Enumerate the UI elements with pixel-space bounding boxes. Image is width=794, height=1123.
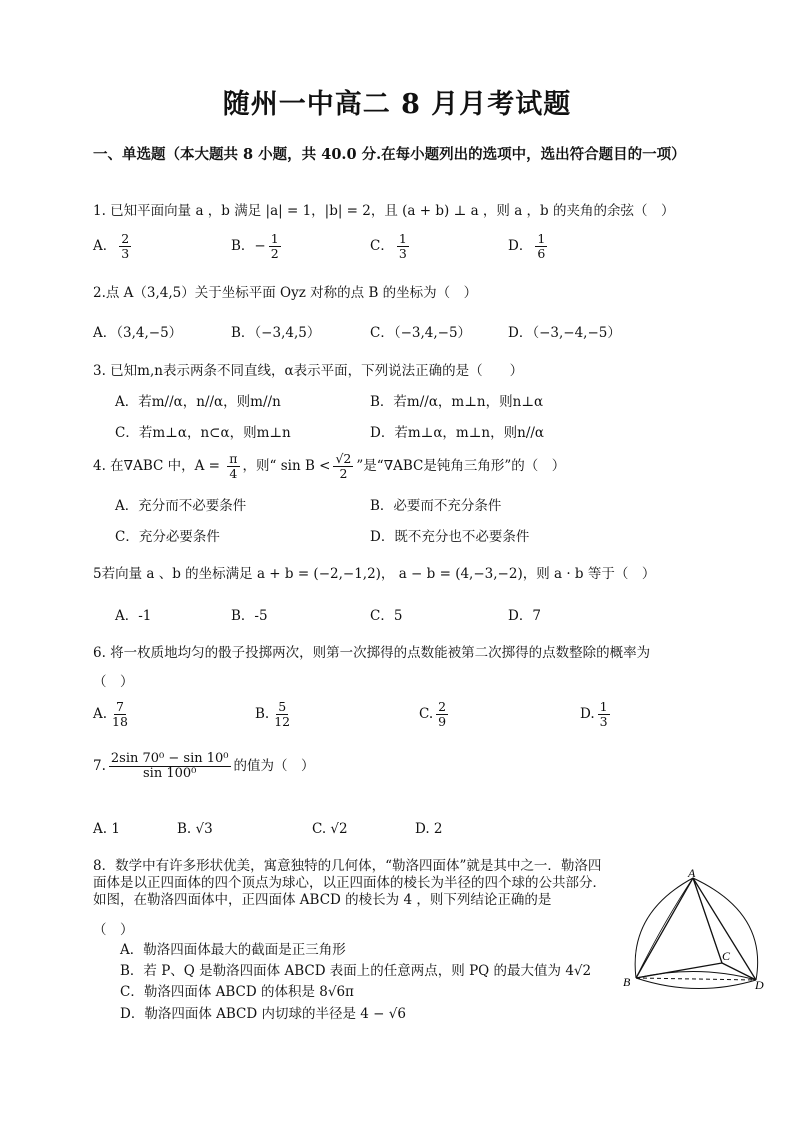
q4-stem-part-c: ”是“∇ABC是钝角三角形”的（ ） [356,458,566,474]
q1-option-d-frac: $\frac{1}{6}$ [537,231,546,261]
q1-option-a-label: A． [93,238,117,254]
q6-option-c-label: C. [419,706,434,722]
arc-bd [636,978,756,989]
q6-option-d-frac: $\frac{1}{3}$ [599,699,608,729]
q2-option-b: B．（−3,4,5） [231,325,321,341]
q7-option-b: B. √3 [177,821,213,837]
q7-option-c: C. √2 [312,821,348,837]
q1-option-b [231,232,284,261]
reuleaux-tetrahedron-figure [618,868,768,998]
q1-option-d-label: D． [508,238,533,254]
q5-option-b: B．-5 [231,608,268,624]
q4-frac-angle: $\frac{\pi}{4}$ [229,451,238,481]
q5-option-a: A．-1 [115,608,152,624]
q7-option-a: A. 1 [93,821,120,837]
edge-bc [636,963,722,978]
q2-option-c: C．（−3,4,−5） [370,325,472,341]
vertex-label-a: A [688,868,696,880]
q7-expression: $\frac{\text{2sin 70⁰ − sin 10⁰}}{\text{sin 100⁰}}$ [110,751,229,781]
q8-option-c: C．勒洛四面体 ABCD 的体积是 8√6π [120,984,354,1000]
q1-option-c-label: C． [370,238,394,254]
q4-frac-sqrt: $\frac{√2}{2}$ [335,451,352,481]
section-heading: 一、单选题（本大题共 8 小题，共 40.0 分.在每小题列出的选项中，选出符合题目的一项） [93,146,686,163]
q1-option-d [508,232,550,261]
q3-option-d: D．若m⊥α，m⊥n，则n//α [370,425,545,441]
q3-option-b: B．若m//α，m⊥n，则n⊥α [370,394,544,410]
q6-option-c-frac: $\frac{2}{9}$ [438,699,447,729]
q4-option-a: A．充分而不必要条件 [115,498,247,514]
q5-option-c: C．5 [370,608,403,624]
q1-option-a [93,232,134,261]
q2-option-a: A．（3,4,−5） [93,325,183,341]
q6-stem: 6. 将一枚质地均匀的骰子投掷两次，则第一次掷得的点数能被第二次掷得的点数整除的概率为 [93,645,651,661]
edge-ab [636,878,693,978]
q6-paren: （ ） [93,674,134,690]
vertex-label-c: C [722,949,731,963]
q8-option-a: A．勒洛四面体最大的截面是正三角形 [120,942,346,958]
vertex-label-d: D [755,978,764,992]
page-title: 随州一中高二 8 月月考试题 [222,89,572,120]
q4-stem-part-a: 4. 在∇ABC 中，A = [93,458,225,474]
q1-option-c-frac: $\frac{1}{3}$ [398,231,407,261]
q6-option-d-label: D. [580,706,595,722]
q3-option-a: A．若m//α，n//α，则m//n [115,394,281,410]
q2-option-d: D．（−3,−4,−5） [508,325,621,341]
q6-option-a-label: A. [93,706,108,722]
q8-option-d: D．勒洛四面体 ABCD 内切球的半径是 4 − √6 [120,1006,406,1022]
q6-option-b-frac: $\frac{5}{12}$ [274,699,291,729]
q6-option-b-label: B. [255,706,270,722]
q4-stem [93,452,565,481]
q6-option-b [255,700,295,729]
q3-stem: 3. 已知m,n表示两条不同直线，α表示平面，下列说法正确的是（ ） [93,363,524,379]
edge-bd-hidden [636,978,756,980]
q5-option-d: D．7 [508,608,541,624]
q6-option-a [93,700,133,729]
q1-option-c [370,232,412,261]
q4-option-b: B．必要而不充分条件 [370,498,502,514]
q6-option-c [419,700,451,729]
q1-option-b-frac: $\frac{1}{2}$ [270,231,279,261]
q7-option-d: D. 2 [415,821,443,837]
q8-option-b: B．若 P、Q 是勒洛四面体 ABCD 表面上的任意两点，则 PQ 的最大值为 4√2 [120,963,592,979]
q1-option-a-frac: $\frac{2}{3}$ [121,231,130,261]
q8-stem: 8．数学中有许多形状优美，寓意独特的几何体，“勒洛四面体”就是其中之一．勒洛四面体是以正四面体的四个顶点为球心，以正四面体的棱长为半径的四个球的公共部分．如图，在勒洛四面体中，正四面体 ABCD 的棱长为 4 ，则下列结论正确的是 [93,858,606,908]
arc-ac [693,878,722,963]
q2-stem: 2.点 A（3,4,5）关于坐标平面 Oyz 对称的点 B 的坐标为（ ） [93,285,478,301]
q6-option-a-frac: $\frac{7}{18}$ [112,699,128,729]
q8-paren: （ ） [93,922,134,938]
q4-stem-part-b: ，则“ sin B < [242,458,331,474]
q7-suffix: 的值为（ ） [233,758,315,774]
q4-option-d: D．既不充分也不必要条件 [370,529,530,545]
q1-stem: 1. 已知平面向量 a ，b 满足 |a| = 1，|b| = 2，且 (a + b) ⊥ a ，则 a ，b 的夹角的余弦（ ） [93,203,675,219]
q1-option-b-label: B．− [231,238,266,254]
q3-option-c: C．若m⊥α，n⊂α，则m⊥n [115,425,291,441]
q7-prefix: 7. [93,758,106,774]
vertex-label-b: B [623,975,631,989]
q5-stem: 5若向量 a 、b 的坐标满足 a + b = (−2,−1,2)， a − b = (4,−3,−2)，则 a · b 等于（ ） [93,566,656,582]
q4-option-c: C．充分必要条件 [115,529,220,545]
q6-option-d [580,700,613,729]
q7-stem [93,752,315,781]
arc-bd-inner [636,971,756,980]
